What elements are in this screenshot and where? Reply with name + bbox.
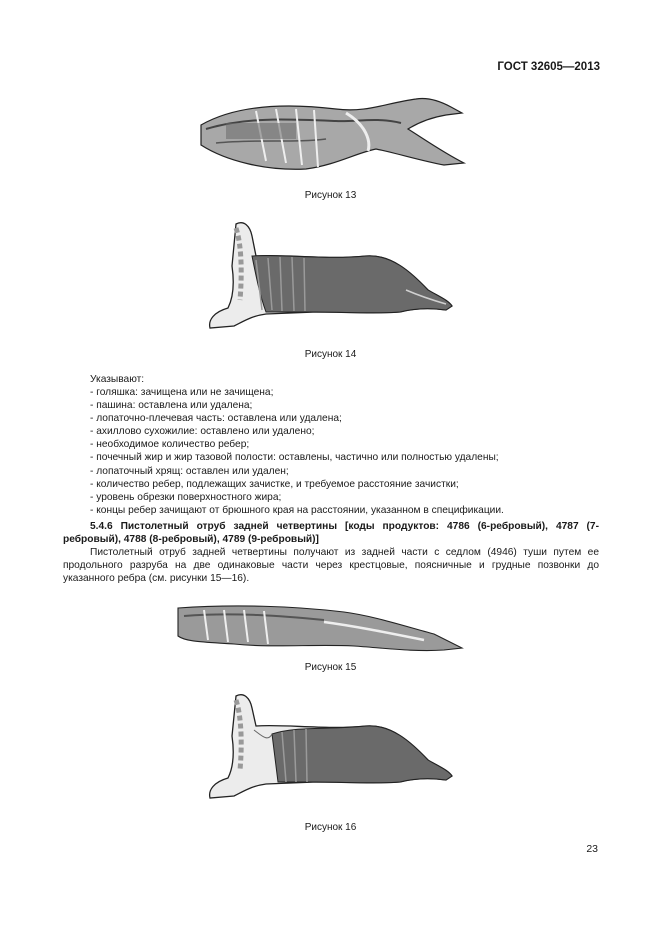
list-item: - необходимое количество ребер; [90,438,504,451]
beef-hindquarter-top-view-icon [196,95,468,175]
list-item: - лопаточно-плечевая часть: оставлена или удалена; [90,412,504,425]
list-item: - лопаточный хрящ: оставлен или удален; [90,465,504,478]
pistol-cut-top-view-icon [174,602,464,658]
standard-code-header: ГОСТ 32605—2013 [497,61,600,73]
figure-13-caption: Рисунок 13 [304,190,357,201]
pistol-cut-side-view-icon [206,690,456,802]
list-item: - пашина: оставлена или удалена; [90,399,504,412]
list-item: - почечный жир и жир тазовой полости: оставлены, частично или полностью удалены; [90,451,504,464]
list-item: - концы ребер зачищают от брюшного края на расстоянии, указанном в спецификации. [90,504,504,517]
list-item: - уровень обрезки поверхностного жира; [90,491,504,504]
section-body: Пистолетный отруб задней четвертины получают из задней части с седлом (4946) туши путем ее продольного разруба на две одинаковые части через крестцовые, поясничные и грудные позвонки до указанного ребра (см. рисунки 15—16). [63,547,599,585]
page-number: 23 [586,843,598,855]
beef-hindquarter-side-view-icon [206,216,456,332]
figure-14-caption: Рисунок 14 [304,349,357,360]
list-item: - ахиллово сухожилие: оставлено или удалено; [90,425,504,438]
section-heading: 5.4.6 Пистолетный отруб задней четвертины [коды продуктов: 4786 (6-ребровый), 4787 (7-ребровый), 4788 (8-ребровый), 4789 (9-ребровый)] [63,521,599,546]
specification-list [90,386,504,517]
figure-16-caption: Рисунок 16 [304,822,357,833]
list-item: - количество ребер, подлежащих зачистке, и требуемое расстояние зачистки; [90,478,504,491]
figure-15-caption: Рисунок 15 [304,662,357,673]
specification-intro: Указывают: [90,374,145,385]
list-item: - голяшка: зачищена или не зачищена; [90,386,504,399]
